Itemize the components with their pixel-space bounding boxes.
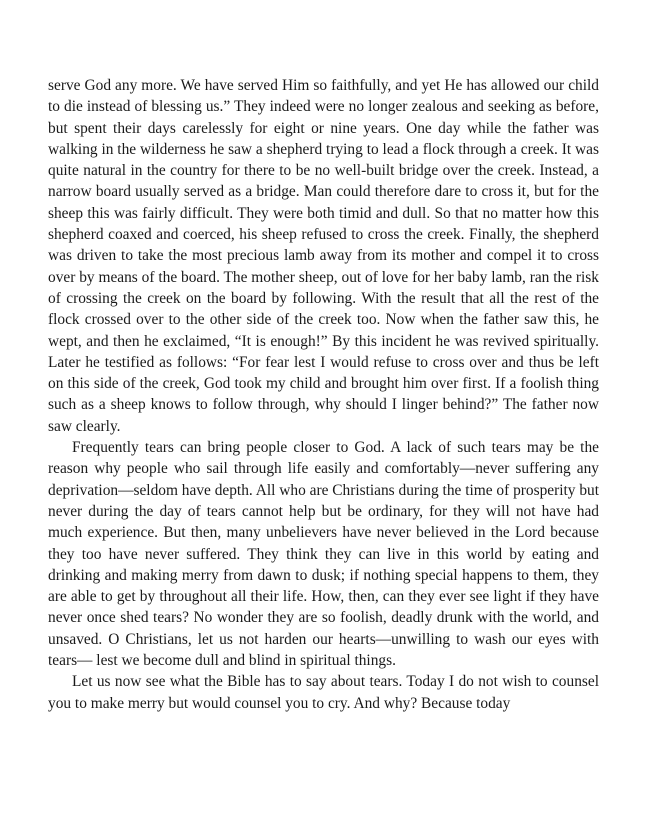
paragraph-tears-closer-to-god: Frequently tears can bring people closer to God. A lack of such tears may be the reason why people who sail through life easily and comfortably—never suffering any deprivation—seldom have depth. All who are Christians during the time of prosperity but never during the day of tears cannot help but be ordinary, for they will not have had much experience. But then, many unbelievers have never believed in the Lord because they too have never suffered. They think they can live in this world by eating and drinking and making merry from dawn to dusk; if nothing special happens to them, they are able to get by throughout all their life. How, then, can they ever see light if they have never once shed tears? No wonder they are so foolish, deadly drunk with the world, and unsaved. O Christians, let us not harden our hearts—unwilling to wash our eyes with tears— lest we become dull and blind in spiritual things.	[48, 439, 599, 670]
page-body	[48, 75, 599, 714]
paragraph-bible-on-tears: Let us now see what the Bible has to say about tears. Today I do not wish to counsel you to make merry but would counsel you to cry. And why? Because today	[48, 673, 599, 712]
paragraph-continued: serve God any more. We have served Him so faithfully, and yet He has allowed our child to die instead of blessing us.” They indeed were no longer zealous and seeking as before, but spent their days carelessly for eight or nine years. One day while the father was walking in the wilderness he saw a shepherd trying to lead a flock through a creek. It was quite natural in the country for there to be no well-built bridge over the creek. Instead, a narrow board usually served as a bridge. Man could therefore dare to cross it, but for the sheep this was fairly difficult. They were both timid and dull. So that no matter how this shepherd coaxed and coerced, his sheep refused to cross the creek. Finally, the shepherd was driven to take the most precious lamb away from its mother and compel it to cross over by means of the board. The mother sheep, out of love for her baby lamb, ran the risk of crossing the creek on the board by following. With the result that all the rest of the flock crossed over to the other side of the creek too. Now when the father saw this, he wept, and then he exclaimed, “It is enough!” By this incident he was revived spiritually. Later he testified as follows: “For fear lest I would refuse to cross over and thus be left on this side of the creek, God took my child and brought him over first. If a foolish thing such as a sheep knows to follow through, why should I linger behind?” The father now saw clearly.	[48, 77, 599, 435]
